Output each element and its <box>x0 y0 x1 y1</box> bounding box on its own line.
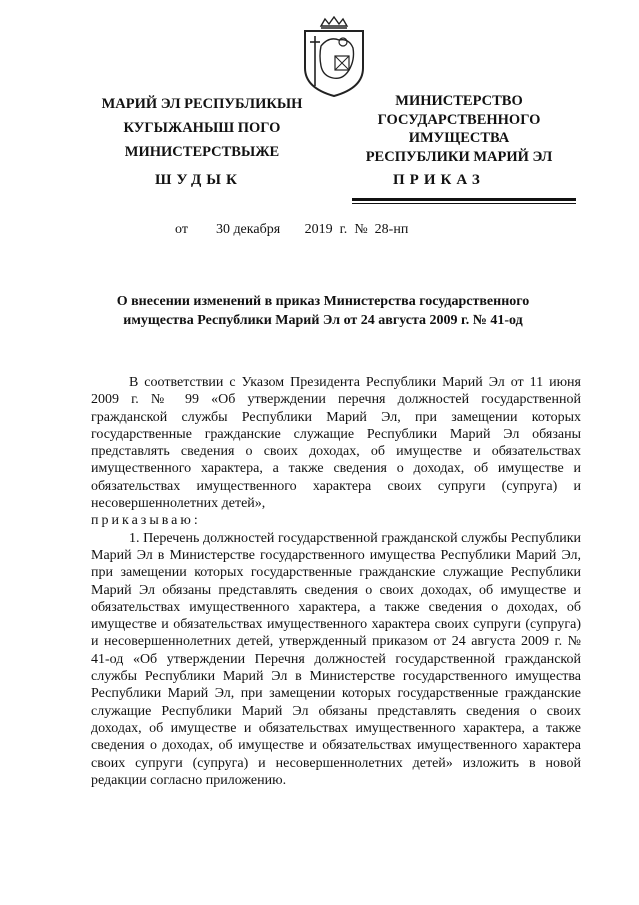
title-line: О внесении изменений в приказ Министерства государственного <box>116 294 530 309</box>
header-right <box>352 92 566 166</box>
number-sign: № <box>354 222 368 237</box>
header-left-line: КУГЫЖАНЫШ ПОГО <box>123 120 281 136</box>
header-right-line: МИНИСТЕРСТВО <box>395 93 523 109</box>
header-rule-thick <box>352 198 576 201</box>
from-label: от <box>175 222 188 237</box>
body-paragraph: В соответствии с Указом Президента Республики Марий Эл от 11 июня 2009 г. № 99 «Об утверждении перечня должностей государственной гражданской службы Республики Марий Эл, при замещении которых государственные гражданские служащие Республики Марий Эл обязаны представлять сведения о своих доходах, об имуществе и обязательствах имущественного характера, а также сведения о доходах, об имуществе и обязательствах имущественного характера своих супруги (супруга) и несовершеннолетних детей», <box>91 375 581 512</box>
year-suffix: г. <box>339 222 348 237</box>
header-right-line: ГОСУДАРСТВЕННОГО <box>377 111 541 128</box>
header-left-line: МИНИСТЕРСТВЫЖЕ <box>124 144 280 160</box>
title-line: имущества Республики Марий Эл от 24 августа 2009 г. № 41-од <box>123 313 523 328</box>
order-number: 28-нп <box>374 222 409 237</box>
order-date: 30 декабря <box>215 222 281 237</box>
order-word: приказываю: <box>91 513 201 529</box>
coat-of-arms-icon <box>299 16 369 98</box>
body-paragraph: 1. Перечень должностей государственной гражданской службы Республики Марий Эл в Министерстве государственного имущества Республики Марий Эл, при замещении которых государственные гражданские служащие Республики Марий Эл обязаны представлять сведения о своих доходах, об имуществе и обязательствах имущественного характера, а также сведения о доходах, об имуществе и обязательствах имущественного характера своих супруги (супруга) и несовершеннолетних детей, утвержденный приказом от 24 августа 2009 г. № 41-од «Об утверждении Перечня должностей государственной гражданской службы Республики Марий Эл в Министерстве государственного имущества Республики Марий Эл, при замещении которых государственные гражданские служащие Республики Марий Эл обязаны представлять сведения о своих доходах, об имуществе и обязательствах имущественного характера, а также сведения о доходах, об имуществе и обязательствах имущественного характера своих супруги (супруга) и несовершеннолетних детей» изложить в новой редакции согласно приложению. <box>91 530 581 788</box>
header-left-line: МАРИЙ ЭЛ РЕСПУБЛИКЫН <box>101 96 303 112</box>
header-rule-thin <box>352 203 576 204</box>
order-title <box>90 292 556 330</box>
header-left <box>86 92 318 164</box>
date-line <box>175 222 408 238</box>
order-word-russian: ПРИКАЗ <box>393 172 485 188</box>
order-year: 2019 <box>304 222 333 237</box>
header-right-line: ИМУЩЕСТВА <box>408 130 510 146</box>
header-right-line: РЕСПУБЛИКИ МАРИЙ ЭЛ <box>365 148 553 165</box>
order-word-mari: ШУДЫК <box>155 172 242 188</box>
order-body <box>91 374 581 789</box>
